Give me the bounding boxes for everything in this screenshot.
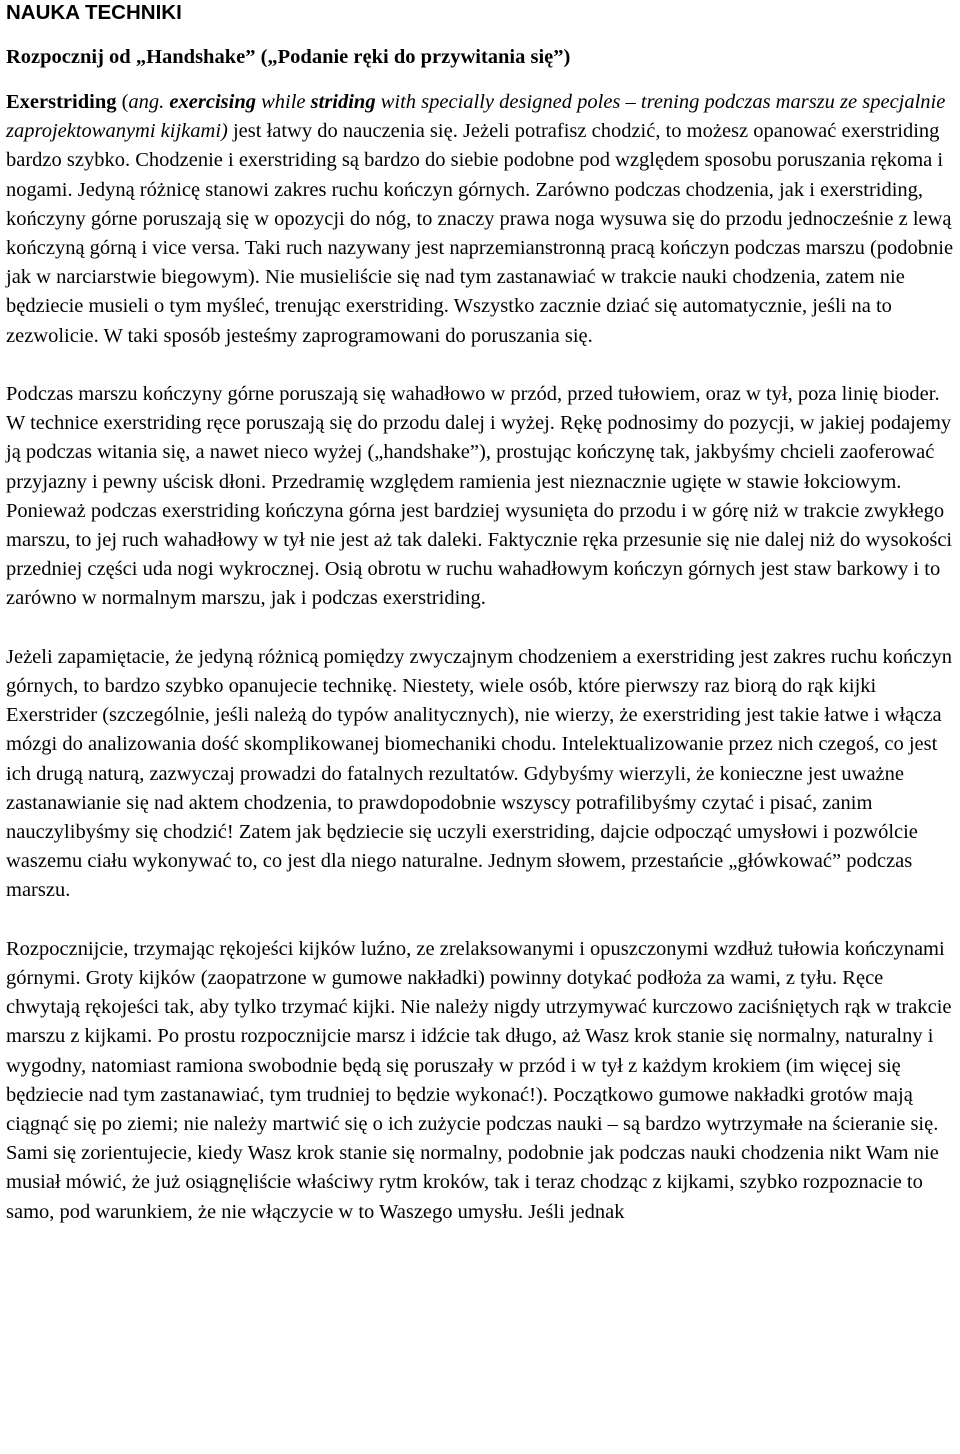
paragraph-4: Rozpocznijcie, trzymając rękojeści kijków luźno, ze zrelaksowanymi i opuszczonymi wzdłuż tułowia kończynami górnymi. Groty kijków (zaopatrzone w gumowe nakładki) powinny dotykać podłoża za wami, z tyłu. Ręce chwytają rękojeści tak, aby tylko trzymać kijki. Nie należy nigdy utrzymywać kurczowo zaciśniętych rąk w trakcie marszu z kijkami. Po prostu rozpocznijcie marsz i idźcie tak długo, aż Wasz krok stanie się normalny, naturalny i wygodny, natomiast ramiona swobodnie będą się poruszały w przód i w tył z każdym krokiem (im więcej się będziecie nad tym zastanawiać, tym trudniej to będzie wykonać!). Początkowo gumowe nakładki grotów mają ciągnąć się po ziemi; nie należy martwić się o ich zużycie podczas nauki – są bardzo wytrzymałe na ścieranie się. Sami się zorientujecie, kiedy Wasz krok stanie się normalny, podobnie jak podczas nauki chodzenia nikt Wam nie musiał mówić, że już osiągnęliście właściwy rytm kroków, tak i teraz chodząc z kijkami, szybko rozpoznacie to samo, pod warunkiem, że nie włączycie w to Waszego umysłu. Jeśli jednak [6, 937, 952, 1223]
document-body [6, 88, 956, 1227]
paragraph-3: Jeżeli zapamiętacie, że jedyną różnicą pomiędzy zwyczajnym chodzeniem a exerstriding jest zakres ruchu kończyn górnych, to bardzo szybko opanujecie technikę. Niestety, wiele osób, które pierwszy raz biorą do rąk kijki Exerstrider (szczególnie, jeśli należą do typów analitycznych), nie wierzy, że exerstriding jest takie łatwe i włącza mózgi do analizowania dość skomplikowanej biomechaniki chodu. Intelektualizowanie przez nich czegoś, co jest ich drugą naturą, zazwyczaj prowadzi do fatalnych rezultatów. Gdybyśmy wierzyli, że konieczne jest uważne zastanawianie się nad aktem chodzenia, to prawdopodobnie wszyscy potrafilibyśmy czytać i pisać, zanim nauczylibyśmy się chodzić! Zatem jak będziecie się uczyli exerstriding, dajcie odpocząć umysłowi i pozwólcie waszemu ciału wykonywać to, co jest dla niego naturalne. Jednym słowem, przestańcie „główkować” podczas marszu. [6, 645, 952, 902]
intro-while: while [255, 91, 311, 113]
document-page [6, 0, 956, 1256]
document-subtitle: Rozpocznij od „Handshake” („Podanie ręki do przywitania się”) [6, 46, 571, 68]
document-title: NAUKA TECHNIKI [6, 1, 182, 24]
intro-paren-open: ( [116, 91, 129, 113]
paragraph-2: Podczas marszu kończyny górne poruszają się wahadłowo w przód, przed tułowiem, oraz w tył, poza linię bioder. W technice exerstriding ręce poruszają się do przodu dalej i wyżej. Rękę podnosimy do pozycji, w jakiej podajemy ją podczas witania się, a nawet nieco wyżej („handshake”), prostując kończynę tak, jakbyśmy chcieli zaoferować przyjazny i pewny uścisk dłoni. Przedramię względem ramienia jest nieznacznie ugięte w stawie łokciowym. Ponieważ podczas exerstriding kończyna górna jest bardziej wysunięta do przodu i w górę niż w trakcie zwykłego marszu, to jej ruch wahadłowy w tył nie jest aż tak daleki. Faktycznie ręka przesunie się nie dalej niż do wysokości przedniej części uda nogi wykrocznej. Osią obrotu w ruchu wahadłowym kończyn górnych jest staw barkowy i to zarówno w normalnym marszu, jak i podczas exerstriding. [6, 383, 953, 610]
intro-rest: jest łatwy do nauczenia się. Jeżeli potrafisz chodzić, to możesz opanować exerstriding bardzo szybko. Chodzenie i exerstriding są bardzo do siebie podobne pod względem sposobu poruszania rękoma i nogami. Jedyną różnicę stanowi zakres ruchu kończyn górnych. Zarówno podczas chodzenia, jak i exerstriding, kończyny górne poruszają się w opozycji do nóg, to znaczy prawa noga wysuwa się do przodu jednocześnie z lewą kończyną górną i vice versa. Taki ruch nazywany jest naprzemianstronną pracą kończyn podczas marszu (podobnie jak w narciarstwie biegowym). Nie musieliście się nad tym zastanawiać w trakcie nauki chodzenia, zatem nie będziecie musieli o tym myśleć, trenując exerstriding. Wszystko zacznie dziać się automatycznie, jeśli na to zezwolicie. W taki sposób jesteśmy zaprogramowani do poruszania się. [6, 120, 954, 347]
intro-exercising: exercising [169, 91, 256, 113]
intro-ang: ang. [128, 91, 165, 113]
intro-striding: striding [310, 91, 376, 113]
intro-definition: with specially designed poles – trening podczas marszu ze specjalnie zaprojektowanymi kijkami) [6, 91, 946, 143]
paragraph-intro [6, 88, 956, 351]
intro-term: Exerstriding [6, 91, 117, 113]
